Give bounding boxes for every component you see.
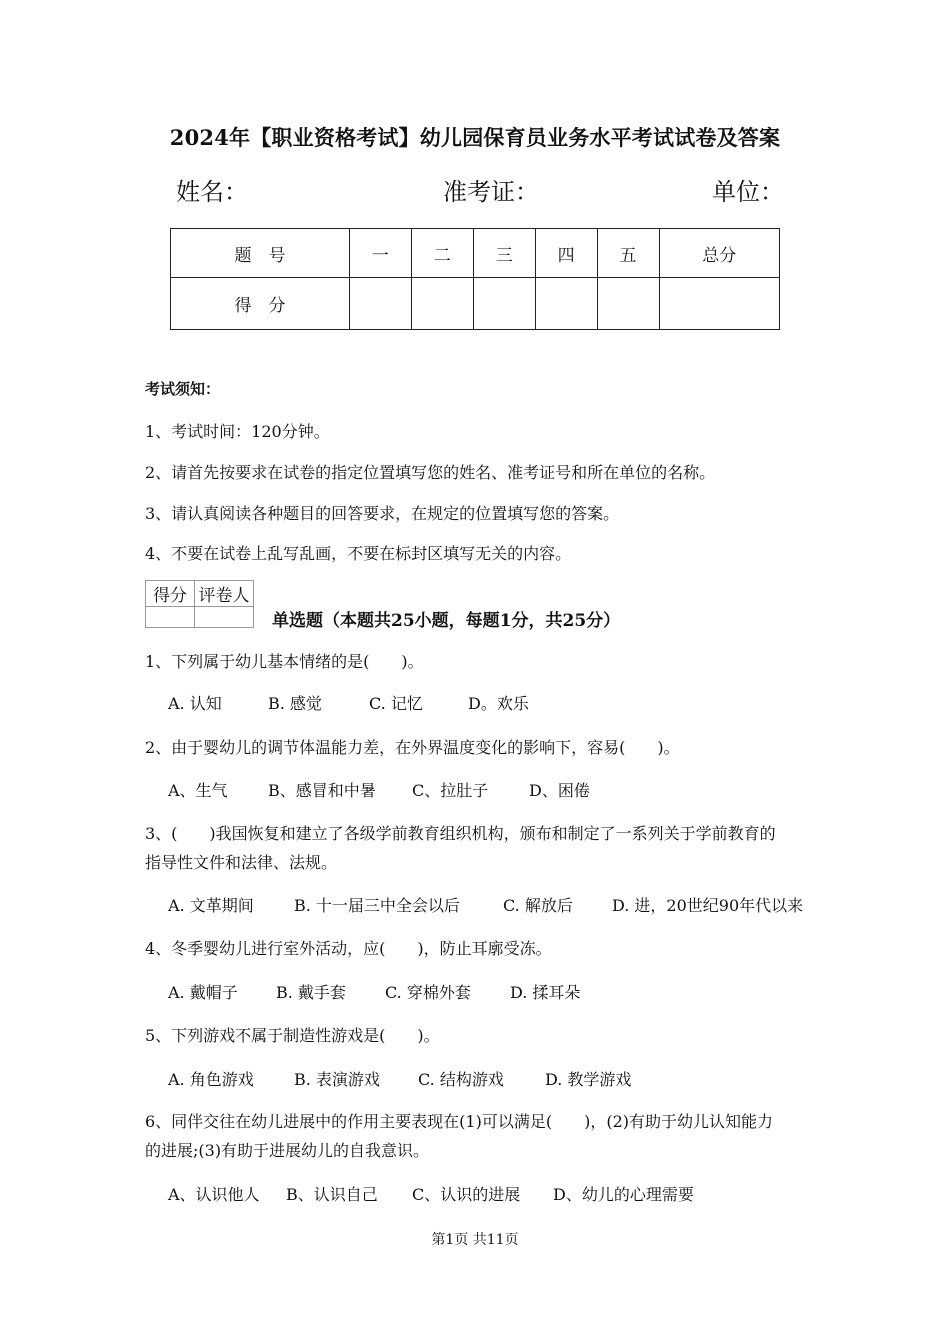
- question-option: C. 结构游戏: [418, 1070, 504, 1089]
- grader-score-label: 得分: [146, 581, 195, 607]
- score-row-label: 得 分: [171, 278, 350, 330]
- score-cell[interactable]: [411, 278, 473, 330]
- question-option: B、感冒和中暑: [268, 781, 376, 800]
- question-option: A. 文革期间: [168, 896, 254, 915]
- question-option: C. 穿棉外套: [385, 983, 471, 1002]
- score-header-cell: 二: [411, 229, 473, 278]
- question-option: D、幼儿的心理需要: [553, 1185, 694, 1204]
- page-title: 2024年【职业资格考试】幼儿园保育员业务水平考试试卷及答案: [169, 125, 781, 150]
- score-header-cell: 三: [473, 229, 535, 278]
- question-option: C. 解放后: [503, 896, 573, 915]
- page-footer: 第1页 共11页: [431, 1232, 519, 1248]
- score-header-cell: 五: [597, 229, 659, 278]
- question-option: B、认识自己: [286, 1185, 378, 1204]
- score-table-header-row: [171, 229, 780, 278]
- question-option: D. 揉耳朵: [510, 983, 581, 1002]
- question-option: C、认识的进展: [412, 1185, 521, 1204]
- grader-reviewer-cell[interactable]: [195, 607, 254, 628]
- score-header-cell: 总分: [659, 229, 779, 278]
- question-text: 3、( )我国恢复和建立了各级学前教育组织机构，颁布和制定了一系列关于学前教育的: [145, 824, 776, 843]
- unit-label: 单位：: [712, 178, 784, 206]
- score-cell[interactable]: [597, 278, 659, 330]
- score-cell[interactable]: [659, 278, 779, 330]
- score-cell[interactable]: [535, 278, 597, 330]
- question-text: 2、由于婴幼儿的调节体温能力差，在外界温度变化的影响下，容易( )。: [145, 738, 680, 757]
- question-text: 指导性文件和法律、法规。: [145, 853, 338, 872]
- question-option: A. 角色游戏: [168, 1070, 254, 1089]
- question-option: A. 认知: [168, 694, 222, 713]
- question-text: 5、下列游戏不属于制造性游戏是( )。: [145, 1026, 440, 1045]
- notice-item: 3、请认真阅读各种题目的回答要求，在规定的位置填写您的答案。: [145, 504, 620, 523]
- question-text: 的进展;(3)有助于进展幼儿的自我意识。: [145, 1141, 430, 1160]
- question-option: D。欢乐: [468, 694, 529, 713]
- question-option: A. 戴帽子: [168, 983, 238, 1002]
- score-header-cell: 四: [535, 229, 597, 278]
- section-title: 单选题（本题共25小题，每题1分，共25分）: [272, 611, 621, 631]
- score-cell[interactable]: [473, 278, 535, 330]
- question-option: C、拉肚子: [412, 781, 489, 800]
- question-text: 6、同伴交往在幼儿进展中的作用主要表现在(1)可以满足( )，(2)有助于幼儿认知能力: [145, 1112, 773, 1131]
- exam-id-label: 准考证：: [443, 178, 539, 206]
- notice-item: 2、请首先按要求在试卷的指定位置填写您的姓名、准考证号和所在单位的名称。: [145, 463, 716, 482]
- question-option: D. 教学游戏: [545, 1070, 632, 1089]
- question-option: D、困倦: [529, 781, 590, 800]
- question-option: A、认识他人: [168, 1185, 260, 1204]
- question-option: C. 记忆: [369, 694, 423, 713]
- score-header-cell: 题 号: [171, 229, 350, 278]
- question-option: D. 进，20世纪90年代以来: [612, 896, 804, 915]
- notice-title: 考试须知：: [145, 380, 221, 398]
- question-option: A、生气: [168, 781, 228, 800]
- question-option: B. 戴手套: [276, 983, 346, 1002]
- grader-score-cell[interactable]: [146, 607, 195, 628]
- score-table: [170, 228, 780, 330]
- grader-reviewer-label: 评卷人: [195, 581, 254, 607]
- question-option: B. 十一届三中全会以后: [294, 896, 460, 915]
- score-header-cell: 一: [349, 229, 411, 278]
- name-label: 姓名：: [176, 178, 248, 206]
- question-text: 1、下列属于幼儿基本情绪的是( )。: [145, 652, 424, 671]
- score-cell[interactable]: [349, 278, 411, 330]
- question-option: B. 表演游戏: [294, 1070, 380, 1089]
- notice-item: 4、不要在试卷上乱写乱画，不要在标封区填写无关的内容。: [145, 544, 572, 563]
- question-option: B. 感觉: [268, 694, 322, 713]
- notice-item: 1、考试时间：120分钟。: [145, 422, 330, 441]
- score-table-score-row: [171, 278, 780, 330]
- question-text: 4、冬季婴幼儿进行室外活动，应( )，防止耳廓受冻。: [145, 939, 552, 958]
- grader-table: [145, 580, 254, 628]
